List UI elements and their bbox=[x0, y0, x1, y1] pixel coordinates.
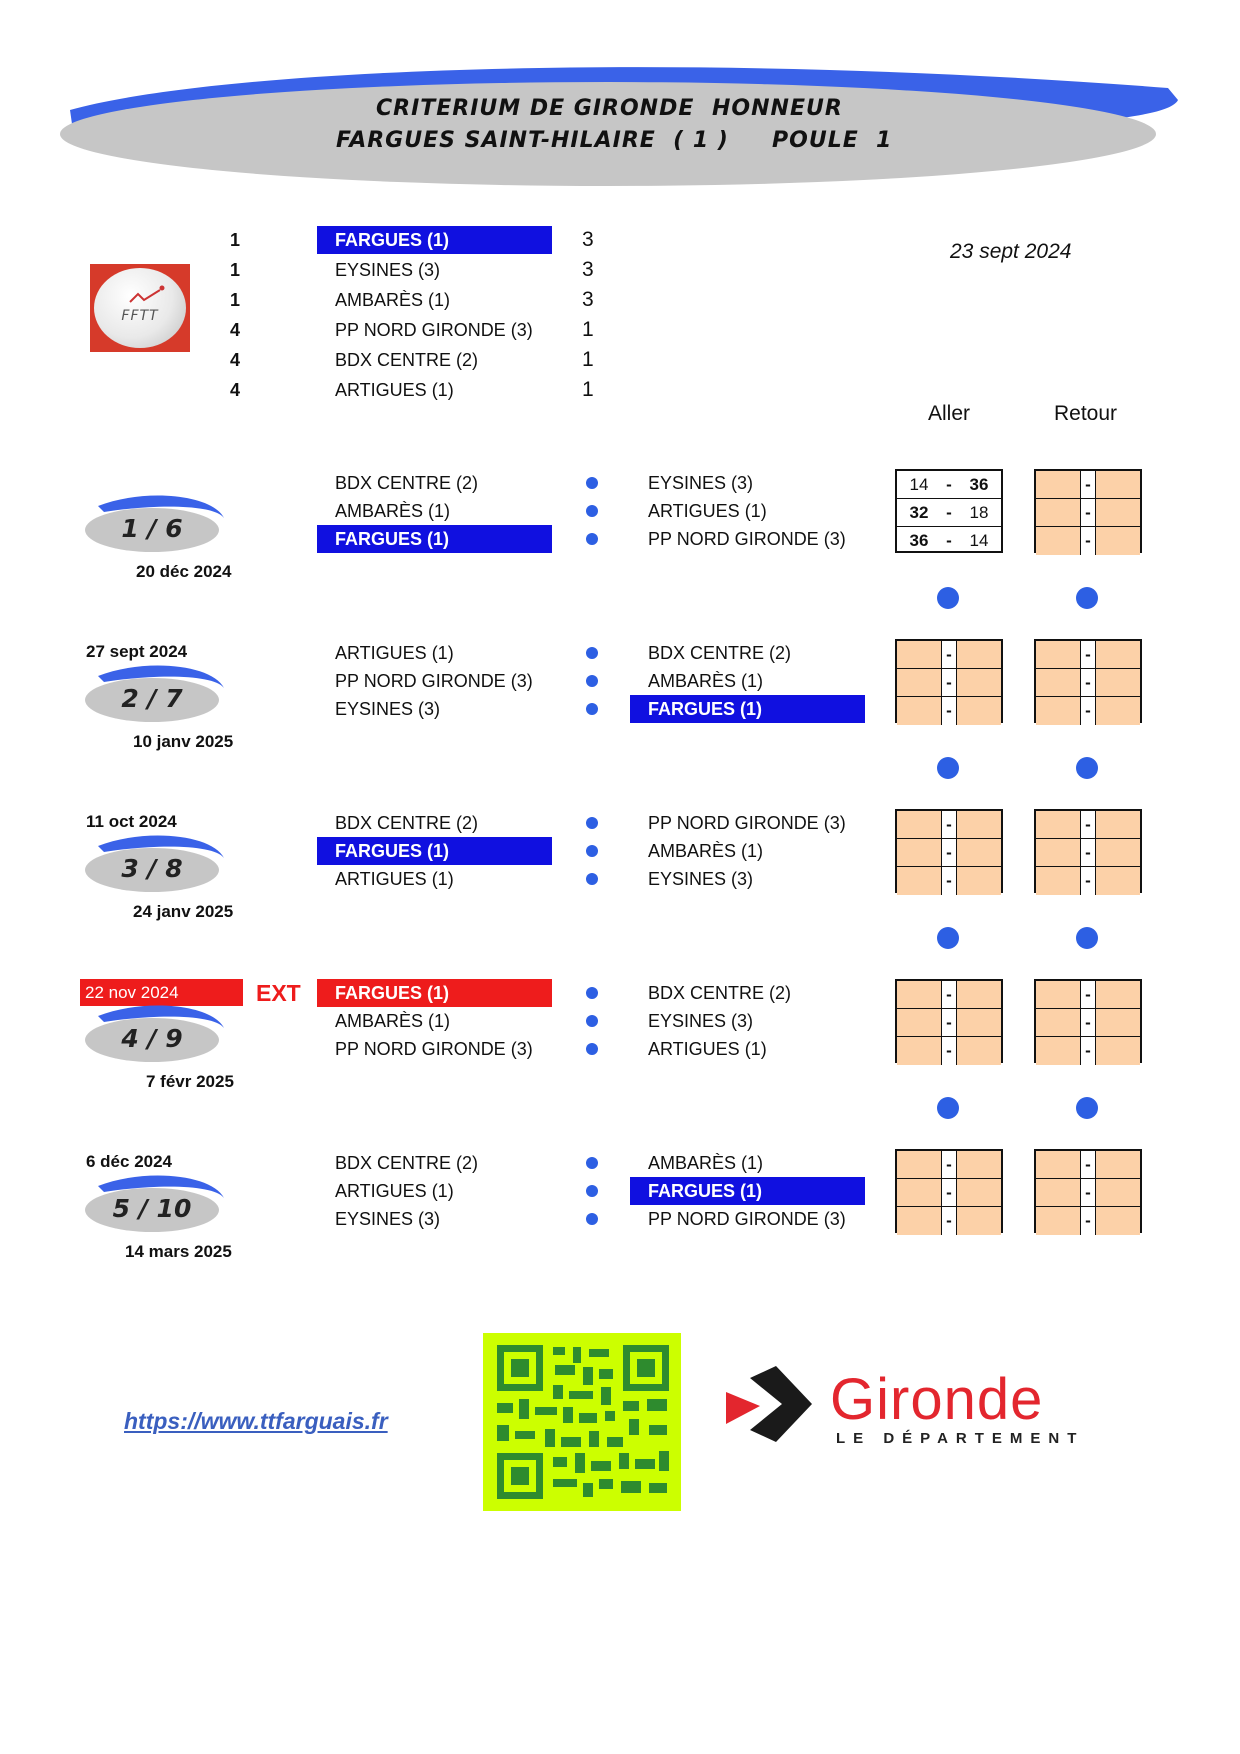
match-home: ARTIGUES (1) bbox=[335, 1181, 454, 1201]
column-aller: Aller bbox=[928, 402, 971, 425]
round-date-retour: 7 févr 2025 bbox=[146, 1072, 234, 1091]
round-date-aller: 6 déc 2024 bbox=[86, 1152, 173, 1171]
standing-rank: 1 bbox=[229, 290, 240, 310]
score-box-retour: - - - bbox=[1034, 809, 1142, 893]
fftt-logo: FFTT bbox=[90, 264, 190, 352]
match-away: AMBARÈS (1) bbox=[648, 1153, 764, 1173]
score-box-retour: - - - bbox=[1034, 639, 1142, 723]
standing-points: 1 bbox=[582, 318, 594, 341]
standing-rank: 4 bbox=[229, 380, 240, 400]
round-date-retour: 24 janv 2025 bbox=[133, 902, 234, 921]
round-pill: 2 / 7 bbox=[84, 664, 226, 724]
score-box-aller: 14 - 36 32 - 18 36 - 14 bbox=[895, 469, 1003, 553]
match-away: AMBARÈS (1) bbox=[648, 841, 764, 861]
standing-points: 3 bbox=[582, 258, 594, 281]
round-pill: 1 / 6 bbox=[84, 494, 226, 554]
separator-dot-icon bbox=[937, 1097, 959, 1119]
standing-team: PP NORD GIRONDE (3) bbox=[335, 320, 533, 340]
score-box-aller: - - - bbox=[895, 1149, 1003, 1233]
standing-team: FARGUES (1) bbox=[317, 226, 552, 254]
match-dot-icon bbox=[586, 1157, 598, 1169]
match-dot-icon bbox=[586, 675, 598, 687]
qr-code-icon[interactable] bbox=[483, 1333, 681, 1511]
score-box-aller: - - - bbox=[895, 979, 1003, 1063]
column-retour: Retour bbox=[1054, 402, 1118, 425]
standing-points: 1 bbox=[582, 348, 594, 371]
match-dot-icon bbox=[586, 1185, 598, 1197]
division-title: HONNEUR bbox=[712, 96, 843, 121]
club-website-link[interactable]: https://www.ttfarguais.fr bbox=[124, 1408, 388, 1434]
standing-rank: 4 bbox=[229, 320, 240, 340]
round-pill: 4 / 9 bbox=[84, 1004, 226, 1064]
match-home: AMBARÈS (1) bbox=[335, 501, 451, 521]
separator-dot-icon bbox=[937, 927, 959, 949]
round-pill: 5 / 10 bbox=[84, 1174, 226, 1234]
match-home: PP NORD GIRONDE (3) bbox=[335, 1039, 533, 1059]
match-dot-icon bbox=[586, 987, 598, 999]
score-box-retour: - - - bbox=[1034, 979, 1142, 1063]
match-away: EYSINES (3) bbox=[648, 1011, 754, 1031]
round-date-retour: 10 janv 2025 bbox=[133, 732, 234, 751]
standing-team: BDX CENTRE (2) bbox=[335, 350, 479, 370]
separator-dot-icon bbox=[1076, 757, 1098, 779]
standing-team: AMBARÈS (1) bbox=[335, 290, 451, 310]
separator-dot-icon bbox=[1076, 927, 1098, 949]
match-home: EYSINES (3) bbox=[335, 1209, 441, 1229]
match-away: ARTIGUES (1) bbox=[648, 1039, 767, 1059]
match-home: AMBARÈS (1) bbox=[335, 1011, 451, 1031]
match-away: FARGUES (1) bbox=[630, 695, 865, 723]
separator-dot-icon bbox=[1076, 587, 1098, 609]
score-box-retour: - - - bbox=[1034, 1149, 1142, 1233]
score-box-retour: - - - bbox=[1034, 469, 1142, 553]
away-marker: EXT bbox=[256, 980, 301, 1006]
match-dot-icon bbox=[586, 817, 598, 829]
standing-points: 3 bbox=[582, 228, 594, 251]
round-date-retour: 20 déc 2024 bbox=[136, 562, 232, 581]
match-dot-icon bbox=[586, 505, 598, 517]
standing-rank: 1 bbox=[229, 230, 240, 250]
match-away: PP NORD GIRONDE (3) bbox=[648, 1209, 846, 1229]
standing-rank: 1 bbox=[229, 260, 240, 280]
match-home: BDX CENTRE (2) bbox=[335, 813, 479, 833]
separator-dot-icon bbox=[1076, 1097, 1098, 1119]
match-dot-icon bbox=[586, 703, 598, 715]
match-home: PP NORD GIRONDE (3) bbox=[335, 671, 533, 691]
header-banner bbox=[60, 58, 1180, 188]
gironde-subtitle: LE DÉPARTEMENT bbox=[836, 1430, 1085, 1447]
match-home: BDX CENTRE (2) bbox=[335, 473, 479, 493]
match-home: BDX CENTRE (2) bbox=[335, 1153, 479, 1173]
gironde-name: Gironde bbox=[830, 1367, 1044, 1432]
gironde-chevron-icon bbox=[720, 1356, 830, 1466]
score-box-aller: - - - bbox=[895, 809, 1003, 893]
match-dot-icon bbox=[586, 845, 598, 857]
standing-rank: 4 bbox=[229, 350, 240, 370]
competition-title: CRITERIUM DE GIRONDE bbox=[376, 96, 695, 121]
match-dot-icon bbox=[586, 477, 598, 489]
match-away: BDX CENTRE (2) bbox=[648, 983, 792, 1003]
match-away: EYSINES (3) bbox=[648, 473, 754, 493]
match-dot-icon bbox=[586, 533, 598, 545]
separator-dot-icon bbox=[937, 587, 959, 609]
separator-dot-icon bbox=[937, 757, 959, 779]
standing-team: ARTIGUES (1) bbox=[335, 380, 454, 400]
match-away: PP NORD GIRONDE (3) bbox=[648, 813, 846, 833]
match-dot-icon bbox=[586, 1015, 598, 1027]
match-away: ARTIGUES (1) bbox=[648, 501, 767, 521]
gironde-logo bbox=[720, 1356, 1100, 1466]
standing-team: EYSINES (3) bbox=[335, 260, 441, 280]
match-dot-icon bbox=[586, 647, 598, 659]
banner-shape-icon bbox=[60, 58, 1180, 188]
edition-date: 23 sept 2024 bbox=[950, 240, 1072, 263]
round-pill: 3 / 8 bbox=[84, 834, 226, 894]
match-home: FARGUES (1) bbox=[317, 837, 552, 865]
pool-title: POULE 1 bbox=[772, 128, 893, 153]
match-dot-icon bbox=[586, 1043, 598, 1055]
match-home: FARGUES (1) bbox=[317, 979, 552, 1007]
match-away: PP NORD GIRONDE (3) bbox=[648, 529, 846, 549]
match-dot-icon bbox=[586, 1213, 598, 1225]
standing-points: 3 bbox=[582, 288, 594, 311]
round-date-aller: 11 oct 2024 bbox=[86, 812, 177, 831]
club-title: FARGUES SAINT-HILAIRE ( 1 ) bbox=[336, 128, 729, 153]
match-home: ARTIGUES (1) bbox=[335, 869, 454, 889]
match-home: ARTIGUES (1) bbox=[335, 643, 454, 663]
round-date-aller: 27 sept 2024 bbox=[86, 642, 188, 661]
score-box-aller: - - - bbox=[895, 639, 1003, 723]
match-away: AMBARÈS (1) bbox=[648, 671, 764, 691]
match-away: FARGUES (1) bbox=[630, 1177, 865, 1205]
round-date-retour: 14 mars 2025 bbox=[125, 1242, 232, 1261]
match-away: EYSINES (3) bbox=[648, 869, 754, 889]
standing-points: 1 bbox=[582, 378, 594, 401]
round-date-aller: 22 nov 2024 bbox=[80, 979, 243, 1006]
match-home: EYSINES (3) bbox=[335, 699, 441, 719]
match-away: BDX CENTRE (2) bbox=[648, 643, 792, 663]
match-dot-icon bbox=[586, 873, 598, 885]
match-home: FARGUES (1) bbox=[317, 525, 552, 553]
